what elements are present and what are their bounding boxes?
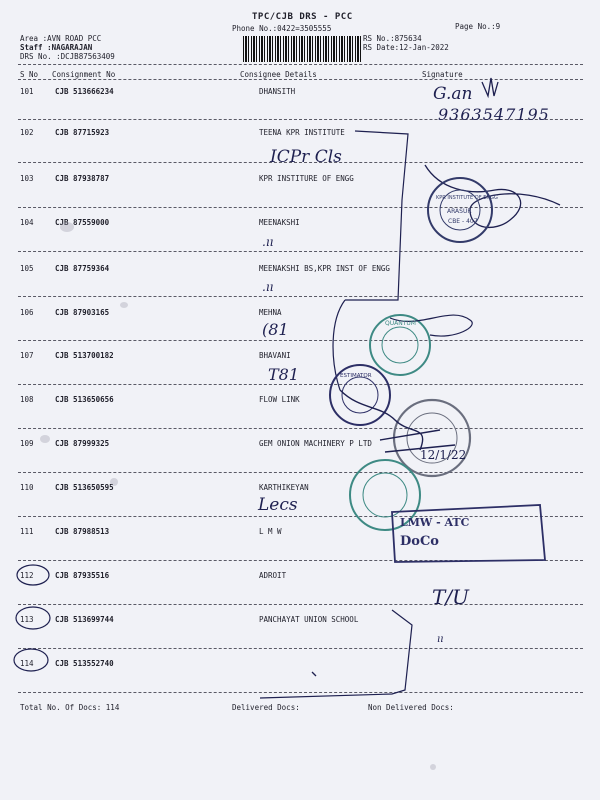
row-consignee: KPR INSTITURE OF ENGG xyxy=(259,174,354,183)
row-rule xyxy=(18,604,583,605)
row-rule xyxy=(18,428,583,429)
row-consignee: FLOW LINK xyxy=(259,395,300,404)
scan-speck xyxy=(60,222,74,232)
row-consignment: CJB 87559000 xyxy=(55,218,110,227)
row-consignment: CJB 513650656 xyxy=(55,395,114,404)
row-consignment: CJB 513666234 xyxy=(55,87,114,96)
company-stamp xyxy=(394,400,470,476)
col-sno: S No xyxy=(20,70,39,79)
row-consignment: CJB 87935516 xyxy=(55,571,110,580)
row-consignment: CJB 87715923 xyxy=(55,128,110,137)
row-sno: 108 xyxy=(20,395,34,404)
lmw-stamp-text-2: DoCo xyxy=(400,534,439,549)
row-rule xyxy=(18,384,583,385)
row-rule xyxy=(18,648,583,649)
row-sno: 110 xyxy=(20,483,34,492)
handwritten-note-106: (81 xyxy=(262,320,289,339)
row-sno: 109 xyxy=(20,439,34,448)
handwritten-signature-101: G.an xyxy=(433,84,473,104)
kpr-seal-text-1: KPR INSTITUTE OF ENGG xyxy=(436,195,498,201)
handwritten-note-104: .ıı xyxy=(262,235,274,249)
row-sno: 114 xyxy=(20,659,34,668)
handwritten-note-105: .ıı xyxy=(262,280,274,294)
row-rule xyxy=(18,296,583,297)
non-delivered-docs: Non Delivered Docs: xyxy=(368,703,454,712)
row-consignee: GEM ONION MACHINERY P LTD xyxy=(259,439,372,448)
quantum-stamp-text: QUANTUM xyxy=(385,320,416,327)
col-consignment: Consignment No xyxy=(52,70,116,79)
handwritten-note-107: T81 xyxy=(268,365,300,384)
row-consignment: CJB 87903165 xyxy=(55,308,110,317)
col-consignee: Consignee Details xyxy=(240,70,317,79)
row-consignment: CJB 513699744 xyxy=(55,615,114,624)
row-consignee: PANCHAYAT UNION SCHOOL xyxy=(259,615,359,624)
row-rule xyxy=(18,516,583,517)
row-consignment: CJB 513650595 xyxy=(55,483,114,492)
report-title: TPC/CJB DRS - PCC xyxy=(252,12,353,22)
rs-number: RS No.:875634 xyxy=(363,34,422,43)
tick-114 xyxy=(312,672,316,676)
row-sno: 107 xyxy=(20,351,34,360)
row-sno: 106 xyxy=(20,308,34,317)
row-consignment: CJB 513552740 xyxy=(55,659,114,668)
area-label: Area :AVN ROAD PCC xyxy=(20,34,102,43)
rs-date: RS Date:12-Jan-2022 xyxy=(363,43,449,52)
row-consignee: ADROIT xyxy=(259,571,287,580)
total-docs: Total No. Of Docs: 114 xyxy=(20,703,120,712)
scan-speck xyxy=(430,764,436,770)
handwritten-phone-101: 9363547195 xyxy=(438,105,550,124)
row-consignment: CJB 87938787 xyxy=(55,174,110,183)
row-consignee: BHAVANI xyxy=(259,351,291,360)
handwritten-note-102: ICPr Cls xyxy=(270,147,342,167)
row-consignment: CJB 513700182 xyxy=(55,351,114,360)
row-consignee: TEENA KPR INSTITUTE xyxy=(259,128,345,137)
row-sno: 101 xyxy=(20,87,34,96)
row-rule xyxy=(18,251,583,252)
delivered-docs: Delivered Docs: xyxy=(232,703,300,712)
row-consignee: L M W xyxy=(259,527,282,536)
handwritten-note-110: Lecs xyxy=(258,495,298,515)
kpr-seal-text-3: CBE - 407 xyxy=(448,218,478,225)
col-signature: Signature xyxy=(422,70,463,79)
row-sno: 111 xyxy=(20,527,34,536)
row-consignee: DHANSITH xyxy=(259,87,296,96)
columns-rule xyxy=(18,79,583,80)
bracket-102-105 xyxy=(345,131,408,300)
handwritten-note-113: ıı xyxy=(437,634,444,645)
lmw-stamp-text: LMW - ATC xyxy=(400,516,470,529)
row-consignee: MEENAKSHI BS,KPR INST OF ENGG xyxy=(259,264,390,273)
row-rule xyxy=(18,560,583,561)
row-sno: 105 xyxy=(20,264,34,273)
row-consignee: MEENAKSHI xyxy=(259,218,300,227)
scan-speck xyxy=(120,302,128,308)
row-consignment: CJB 87988513 xyxy=(55,527,110,536)
signature-scribble xyxy=(482,78,498,96)
row-consignment: CJB 87999325 xyxy=(55,439,110,448)
row-rule xyxy=(18,207,583,208)
staff-label: Staff :NAGARAJAN xyxy=(20,43,93,52)
row-sno: 102 xyxy=(20,128,34,137)
row-rule xyxy=(18,692,583,693)
row-rule xyxy=(18,472,583,473)
phone-number: Phone No.:0422=3505555 xyxy=(232,24,332,33)
page-number: Page No.:9 xyxy=(455,22,501,31)
row-sno: 103 xyxy=(20,174,34,183)
row-sno: 112 xyxy=(20,571,34,580)
kpr-seal-text-2: ARASUR xyxy=(447,208,472,215)
stamp-date: 12/1/22 xyxy=(420,448,467,462)
row-consignee: MEHNA xyxy=(259,308,282,317)
handwritten-note-112: T/U xyxy=(432,585,469,609)
row-sno: 113 xyxy=(20,615,34,624)
row-consignment: CJB 87759364 xyxy=(55,264,110,273)
row-sno: 104 xyxy=(20,218,34,227)
row-consignee: KARTHIKEYAN xyxy=(259,483,309,492)
header-rule xyxy=(18,64,583,65)
barcode xyxy=(243,36,361,62)
estimator-stamp-text: ESTIMATOR xyxy=(340,373,372,379)
scan-speck xyxy=(40,435,50,443)
scan-speck xyxy=(110,478,118,486)
row-rule xyxy=(18,340,583,341)
drs-number: DRS No. :DCJB87563409 xyxy=(20,52,115,61)
